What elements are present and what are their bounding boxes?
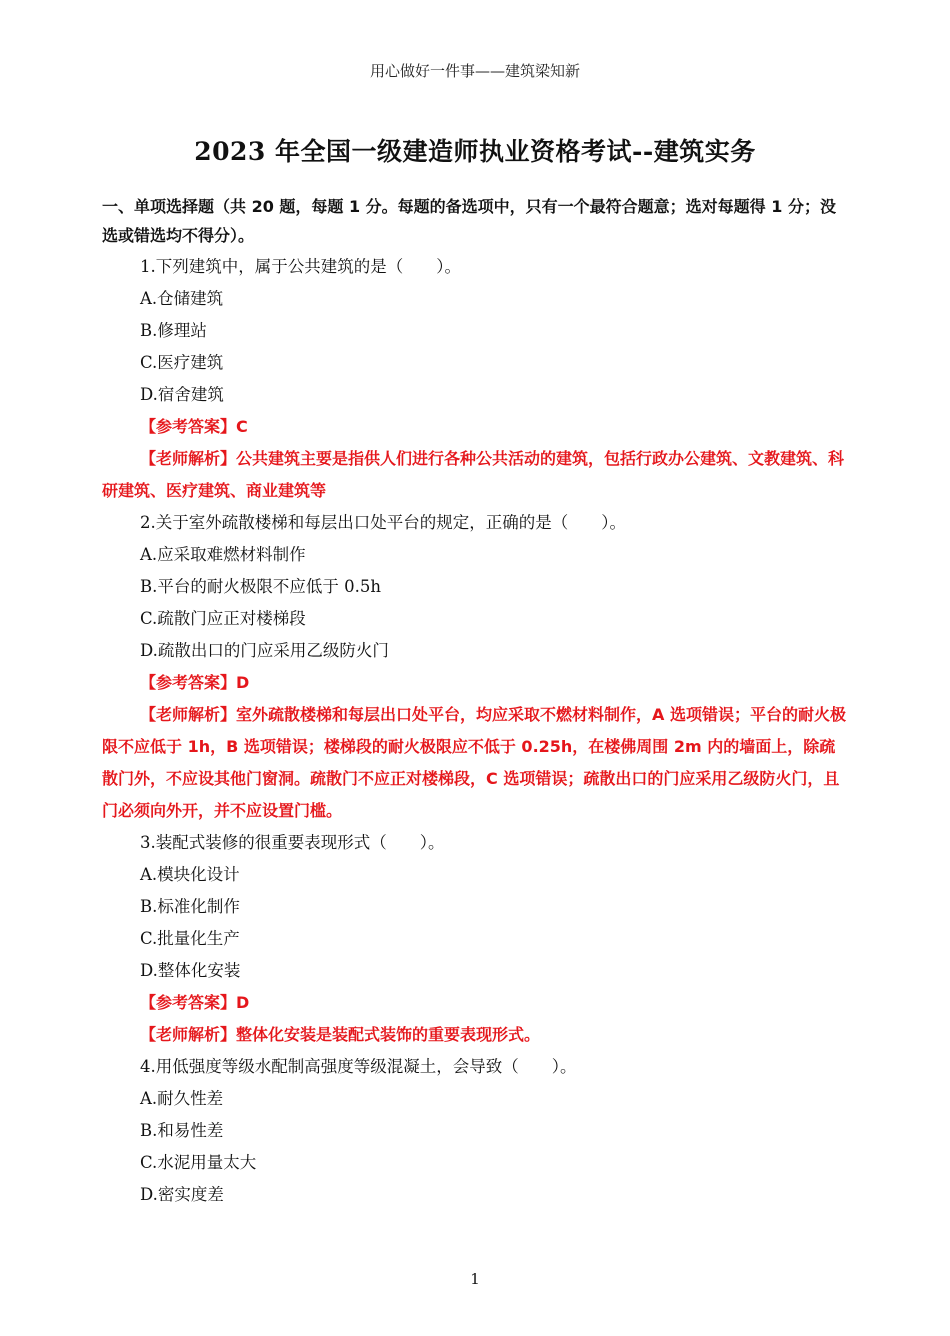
question-2-option-b: B.平台的耐火极限不应低于 0.5h xyxy=(140,577,381,596)
document-title: 2023 年全国一级建造师执业资格考试--建筑实务 xyxy=(194,137,756,166)
page-number: 1 xyxy=(470,1270,480,1288)
question-3-answer: 【参考答案】D xyxy=(140,993,250,1012)
page-header: 用心做好一件事——建筑梁知新 xyxy=(369,62,580,80)
question-1-option-a: A.仓储建筑 xyxy=(140,289,224,308)
question-1-option-d: D.宿舍建筑 xyxy=(140,385,224,404)
question-2-option-a: A.应采取难燃材料制作 xyxy=(140,545,306,564)
question-3-analysis: 【老师解析】整体化安装是装配式装饰的重要表现形式。 xyxy=(140,1025,541,1044)
question-3-option-d: D.整体化安装 xyxy=(140,961,241,980)
question-1-answer: 【参考答案】C xyxy=(140,417,248,436)
question-4-option-c: C.水泥用量太大 xyxy=(140,1153,257,1172)
question-4-stem: 4.用低强度等级水配制高强度等级混凝土，会导致（ ）。 xyxy=(140,1057,577,1076)
question-3-option-a: A.模块化设计 xyxy=(140,865,240,884)
question-2-analysis: 【老师解析】室外疏散楼梯和每层出口处平台，均应采取不燃材料制作，A 选项错误；平台的耐火极限不应低于 1h，B 选项错误；楼梯段的耐火极限应不低于 0.25h，在楼佛周围 2m 内的墙面上，除疏散门外，不应设其他门窗洞。疏散门不应正对楼梯段，C 选项错误；疏散出口的门应采用乙级防火门，且门必须向外开，并不应设置门槛。 xyxy=(102,705,846,820)
question-4-option-d: D.密实度差 xyxy=(140,1185,224,1204)
question-4-option-a: A.耐久性差 xyxy=(140,1089,224,1108)
question-2-stem: 2.关于室外疏散楼梯和每层出口处平台的规定，正确的是（ ）。 xyxy=(140,513,626,532)
question-1-option-b: B.修理站 xyxy=(140,321,207,340)
question-3-option-c: C.批量化生产 xyxy=(140,929,240,948)
question-2-answer: 【参考答案】D xyxy=(140,673,250,692)
question-1-analysis: 【老师解析】公共建筑主要是指供人们进行各种公共活动的建筑，包括行政办公建筑、文教建筑、科研建筑、医疗建筑、商业建筑等 xyxy=(102,449,845,500)
question-3-option-b: B.标准化制作 xyxy=(140,897,240,916)
question-1-stem: 1.下列建筑中，属于公共建筑的是（ ）。 xyxy=(140,257,461,276)
question-1-option-c: C.医疗建筑 xyxy=(140,353,224,372)
question-2-option-d: D.疏散出口的门应采用乙级防火门 xyxy=(140,641,389,660)
question-4-option-b: B.和易性差 xyxy=(140,1121,224,1140)
question-2-option-c: C.疏散门应正对楼梯段 xyxy=(140,609,306,628)
section-heading: 一、单项选择题（共 20 题，每题 1 分。每题的备选项中，只有一个最符合题意；选对每题得 1 分；没选或错选均不得分）。 xyxy=(102,197,836,245)
question-3-stem: 3.装配式装修的很重要表现形式（ ）。 xyxy=(140,833,445,852)
